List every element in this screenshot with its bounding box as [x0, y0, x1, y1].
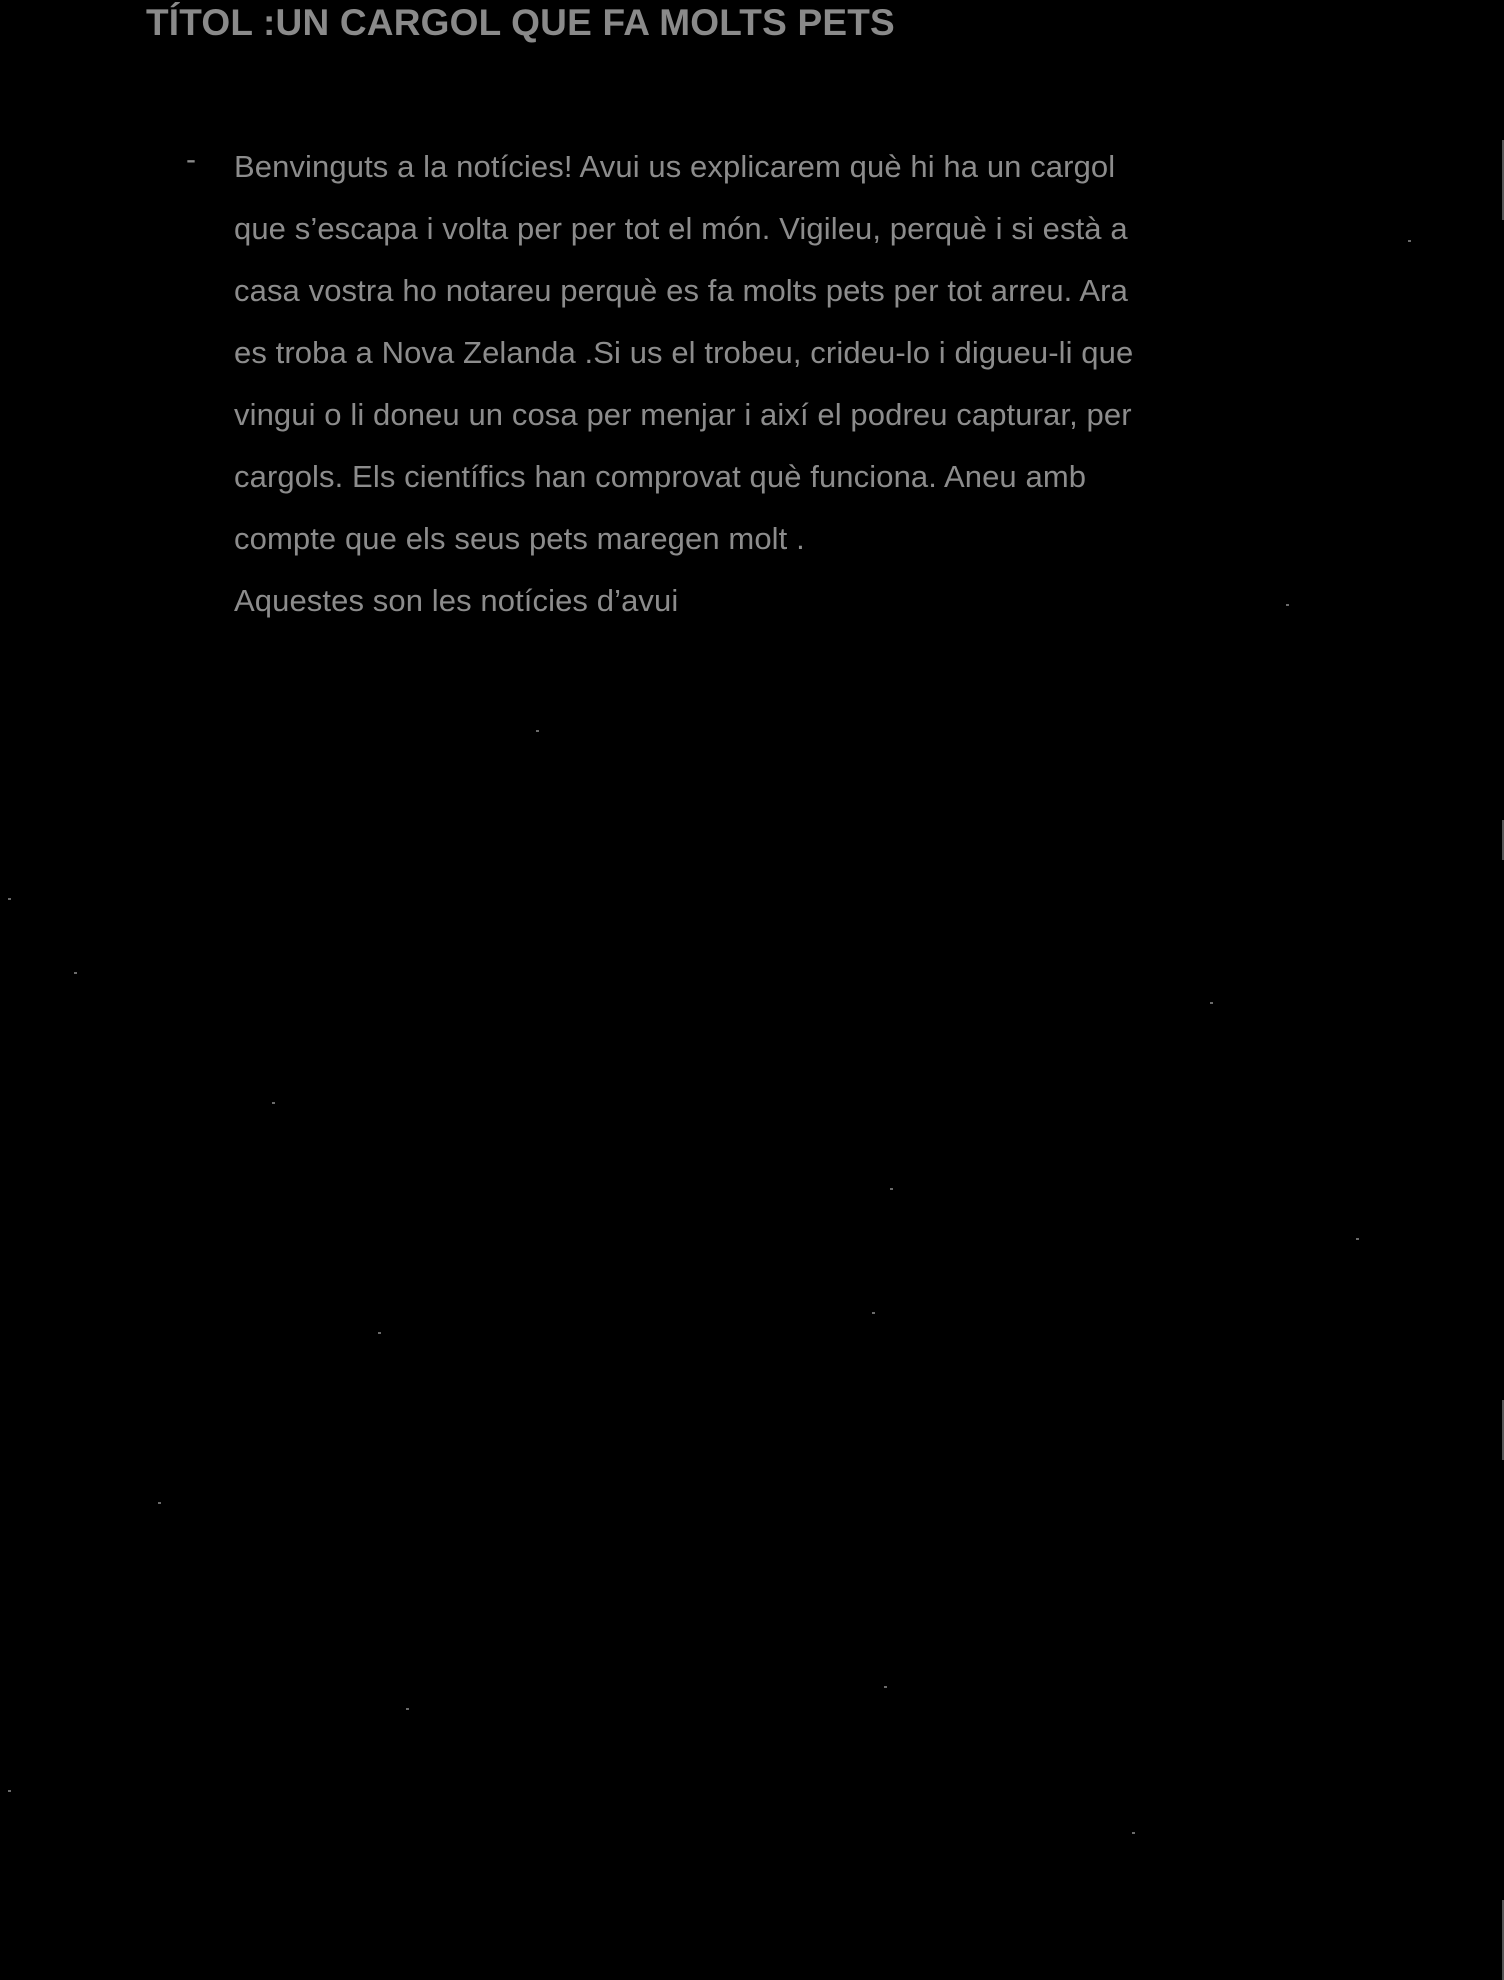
scan-speck — [1210, 1002, 1213, 1004]
body-line-2: que s’escapa i volta per per tot el món. Vigileu, perquè i si està a — [234, 211, 1128, 246]
scan-speck — [1408, 240, 1411, 242]
scan-speck — [890, 1188, 893, 1190]
scan-speck — [158, 1502, 161, 1504]
scan-speck — [1132, 1832, 1135, 1834]
scan-speck — [536, 730, 539, 732]
scan-speck — [8, 1790, 11, 1792]
body-line-3: casa vostra ho notareu perquè es fa molts pets per tot arreu. Ara — [234, 273, 1128, 308]
body-line-4: es troba a Nova Zelanda .Si us el trobeu, crideu-lo i digueu-li que — [234, 335, 1134, 370]
body-line-8: Aquestes son les notícies d’avui — [234, 583, 679, 618]
scan-speck — [406, 1708, 409, 1710]
scan-speck — [74, 972, 77, 974]
body-line-7: compte que els seus pets maregen molt . — [234, 521, 805, 556]
scan-speck — [1286, 604, 1289, 606]
news-body — [234, 136, 1274, 632]
document-title: TÍTOL :UN CARGOL QUE FA MOLTS PETS — [146, 2, 895, 43]
bullet-dash: - — [186, 143, 196, 176]
scan-speck — [378, 1332, 381, 1334]
scan-speck — [872, 1312, 875, 1314]
scan-speck — [884, 1686, 887, 1688]
scan-speck — [1356, 1238, 1359, 1240]
body-line-6: cargols. Els científics han comprovat què funciona. Aneu amb — [234, 459, 1087, 494]
body-line-5: vingui o li doneu un cosa per menjar i així el podreu capturar, per — [234, 397, 1132, 432]
scan-speck — [8, 898, 11, 900]
scan-speck — [272, 1102, 275, 1104]
body-line-1: Benvinguts a la notícies! Avui us explicarem què hi ha un cargol — [234, 149, 1116, 184]
